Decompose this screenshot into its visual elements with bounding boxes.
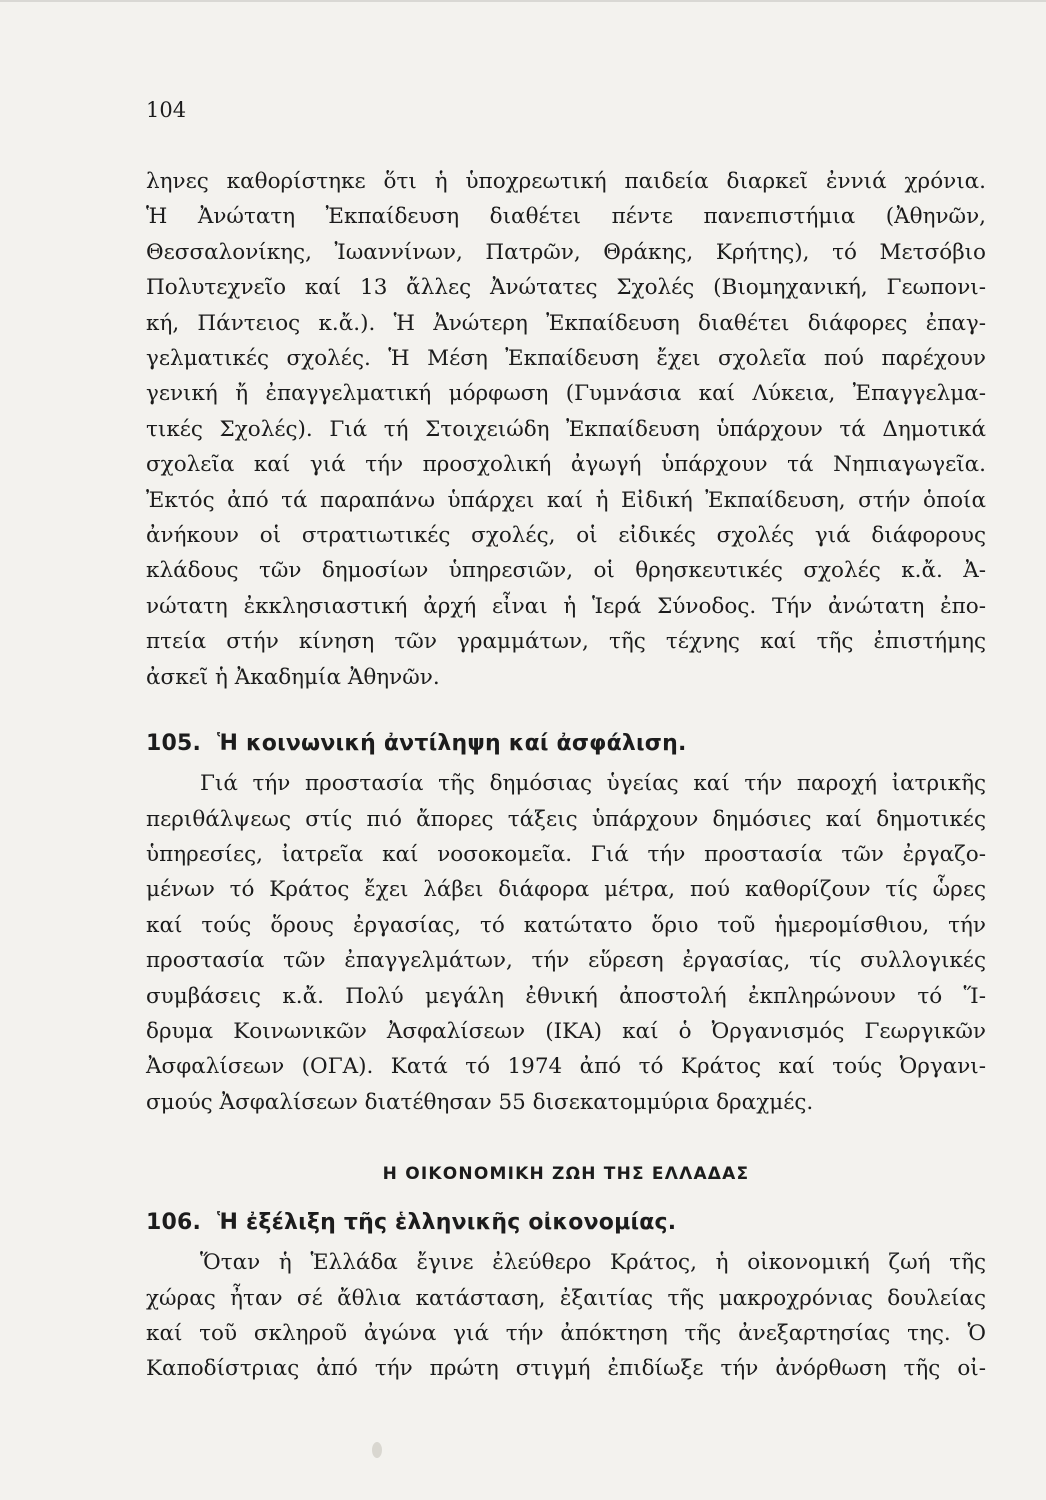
text-line: πτεία στήν κίνηση τῶν γραμμάτων, τῆς τέχνης καί τῆς ἐπιστήμης xyxy=(146,629,986,655)
text-line: Ὅταν ἡ Ἑλλάδα ἔγινε ἐλεύθερο Κράτος, ἡ οἰκονομική ζωή τῆς xyxy=(200,1250,986,1276)
text-line: ἀσκεῖ ἡ Ἀκαδημία Ἀθηνῶν. xyxy=(146,664,440,690)
text-line: περιθάλψεως στίς πιό ἄπορες τάξεις ὑπάρχουν δημόσιες καί δημοτικές xyxy=(146,806,986,832)
text-line: καί τούς ὅρους ἐργασίας, τό κατώτατο ὅριο τοῦ ἡμερομίσθιου, τήν xyxy=(146,912,986,938)
text-line: ἀνήκουν οἱ στρατιωτικές σχολές, οἱ εἰδικές σχολές γιά διάφορους xyxy=(146,523,986,549)
text-line: σμούς Ἀσφαλίσεων διατέθησαν 55 δισεκατομμύρια δραχμές. xyxy=(146,1089,814,1115)
text-line: γενική ἤ ἐπαγγελματική μόρφωση (Γυμνάσια καί Λύκεια, Ἐπαγγελμα- xyxy=(146,381,986,407)
page-top-edge xyxy=(0,0,1046,2)
text-line: Θεσσαλονίκης, Ἰωαννίνων, Πατρῶν, Θράκης, Κρήτης), τό Μετσόβιο xyxy=(146,239,986,265)
page-number: 104 xyxy=(146,98,187,122)
chapter-heading: Η ΟΙΚΟΝΟΜΙΚΗ ΖΩΗ ΤΗΣ ΕΛΛΑΔΑΣ xyxy=(382,1164,750,1185)
text-line: Ἀσφαλίσεων (ΟΓΑ). Κατά τό 1974 ἀπό τό Κράτος καί τούς Ὀργανι- xyxy=(146,1054,986,1080)
text-line: δρυμα Κοινωνικῶν Ἀσφαλίσεων (ΙΚΑ) καί ὁ Ὀργανισμός Γεωργικῶν xyxy=(146,1018,986,1044)
paragraph-education xyxy=(146,164,986,695)
paragraph-economy xyxy=(146,1245,986,1387)
text-line: τικές Σχολές). Γιά τή Στοιχειώδη Ἐκπαίδευση ὑπάρχουν τά Δημοτικά xyxy=(146,416,986,442)
paragraph-social-insurance xyxy=(146,766,986,1120)
section-title: Ἡ κοινωνική ἀντίληψη καί ἀσφάλιση. xyxy=(216,731,687,757)
text-line: προστασία τῶν ἐπαγγελμάτων, τήν εὕρεση ἐργασίας, τίς συλλογικές xyxy=(146,948,986,974)
section-105-heading xyxy=(146,731,986,756)
text-line: Καποδίστριας ἀπό τήν πρώτη στιγμή ἐπιδίωξε τήν ἀνόρθωση τῆς οἰ- xyxy=(146,1356,986,1382)
text-line: Γιά τήν προστασία τῆς δημόσιας ὑγείας καί τήν παροχή ἰατρικῆς xyxy=(200,771,986,797)
text-line: μένων τό Κράτος ἔχει λάβει διάφορα μέτρα, πού καθορίζουν τίς ὧρες xyxy=(146,877,986,903)
text-line: κλάδους τῶν δημοσίων ὑπηρεσιῶν, οἱ θρησκευτικές σχολές κ.ἄ. Ἀ- xyxy=(146,558,986,584)
text-line: νώτατη ἐκκλησιαστική ἀρχή εἶναι ἡ Ἱερά Σύνοδος. Τήν ἀνώτατη ἐπο- xyxy=(146,593,986,619)
text-line: συμβάσεις κ.ἄ. Πολύ μεγάλη ἐθνική ἀποστολή ἐκπληρώνουν τό Ἵ- xyxy=(146,983,986,1009)
text-line: γελματικές σχολές. Ἡ Μέση Ἐκπαίδευση ἔχει σχολεῖα πού παρέχουν xyxy=(146,346,986,372)
section-title: Ἡ ἐξέλιξη τῆς ἑλληνικῆς οἰκονομίας. xyxy=(216,1210,677,1236)
text-line: καί τοῦ σκληροῦ ἀγώνα γιά τήν ἀπόκτηση τῆς ἀνεξαρτησίας της. Ὁ xyxy=(146,1320,986,1346)
text-line: Ἡ Ἀνώτατη Ἐκπαίδευση διαθέτει πέντε πανεπιστήμια (Ἀθηνῶν, xyxy=(146,204,986,230)
text-line: κή, Πάντειος κ.ἄ.). Ἡ Ἀνώτερη Ἐκπαίδευση διαθέτει διάφορες ἐπαγ- xyxy=(146,310,986,336)
text-line: Πολυτεχνεῖο καί 13 ἄλλες Ἀνώτατες Σχολές (Βιομηχανική, Γεωπονι- xyxy=(146,275,986,301)
section-106-heading xyxy=(146,1210,986,1235)
text-line: σχολεῖα καί γιά τήν προσχολική ἀγωγή ὑπάρχουν τά Νηπιαγωγεῖα. xyxy=(146,452,986,478)
text-line: Ἐκτός ἀπό τά παραπάνω ὑπάρχει καί ἡ Εἰδική Ἐκπαίδευση, στήν ὁποία xyxy=(146,487,986,513)
section-number: 105. xyxy=(146,731,202,757)
ink-smudge xyxy=(372,1442,382,1458)
text-line: ληνες καθορίστηκε ὅτι ἡ ὑποχρεωτική παιδεία διαρκεῖ ἐννιά χρόνια. xyxy=(146,169,986,194)
text-line: ὑπηρεσίες, ἰατρεῖα καί νοσοκομεῖα. Γιά τήν προστασία τῶν ἐργαζο- xyxy=(146,841,986,867)
section-number: 106. xyxy=(146,1210,202,1236)
text-line: χώρας ἦταν σέ ἄθλια κατάσταση, ἐξαιτίας τῆς μακροχρόνιας δουλείας xyxy=(146,1285,986,1311)
